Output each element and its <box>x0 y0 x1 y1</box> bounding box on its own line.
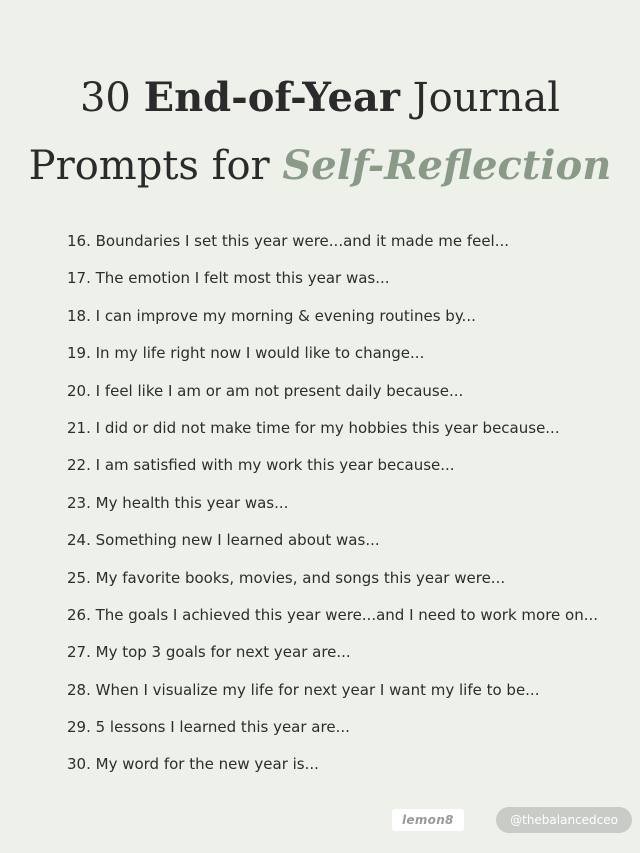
list-item: 24. Something new I learned about was... <box>67 531 380 550</box>
list-item: 20. I feel like I am or am not present daily because... <box>67 381 464 400</box>
lemon8-logo: lemon8 <box>392 809 464 831</box>
list-item: 19. In my life right now I would like to change... <box>67 344 425 363</box>
page-title-line2 <box>0 142 640 189</box>
list-item: 27. My top 3 goals for next year are... <box>67 643 351 662</box>
list-item: 21. I did or did not make time for my hobbies this year because... <box>67 418 560 437</box>
page-title-line1 <box>0 74 640 121</box>
watermark <box>392 802 632 838</box>
list-item: 25. My favorite books, movies, and songs this year were... <box>67 568 506 587</box>
creator-handle[interactable]: @thebalancedceo <box>496 807 632 833</box>
list-item: 23. My health this year was... <box>67 493 289 512</box>
title-bold-text: End-of-Year <box>143 74 400 121</box>
list-item: 29. 5 lessons I learned this year are... <box>67 718 350 737</box>
title-suffix: Journal <box>399 75 561 121</box>
list-item: 16. Boundaries I set this year were...and it made me feel... <box>67 232 510 250</box>
list-item: 22. I am satisfied with my work this year because... <box>67 456 455 475</box>
list-item: 17. The emotion I felt most this year was... <box>67 269 390 288</box>
title-line2-prefix: Prompts for <box>28 143 283 189</box>
list-item: 28. When I visualize my life for next year I want my life to be... <box>67 680 540 699</box>
prompt-list <box>67 230 627 791</box>
title-prefix: 30 <box>79 75 144 121</box>
title-accent-text: Self-Reflection <box>282 142 612 189</box>
list-item: 18. I can improve my morning & evening routines by... <box>67 306 476 325</box>
list-item: 30. My word for the new year is... <box>67 755 319 774</box>
list-item: 26. The goals I achieved this year were...and I need to work more on... <box>67 605 599 624</box>
